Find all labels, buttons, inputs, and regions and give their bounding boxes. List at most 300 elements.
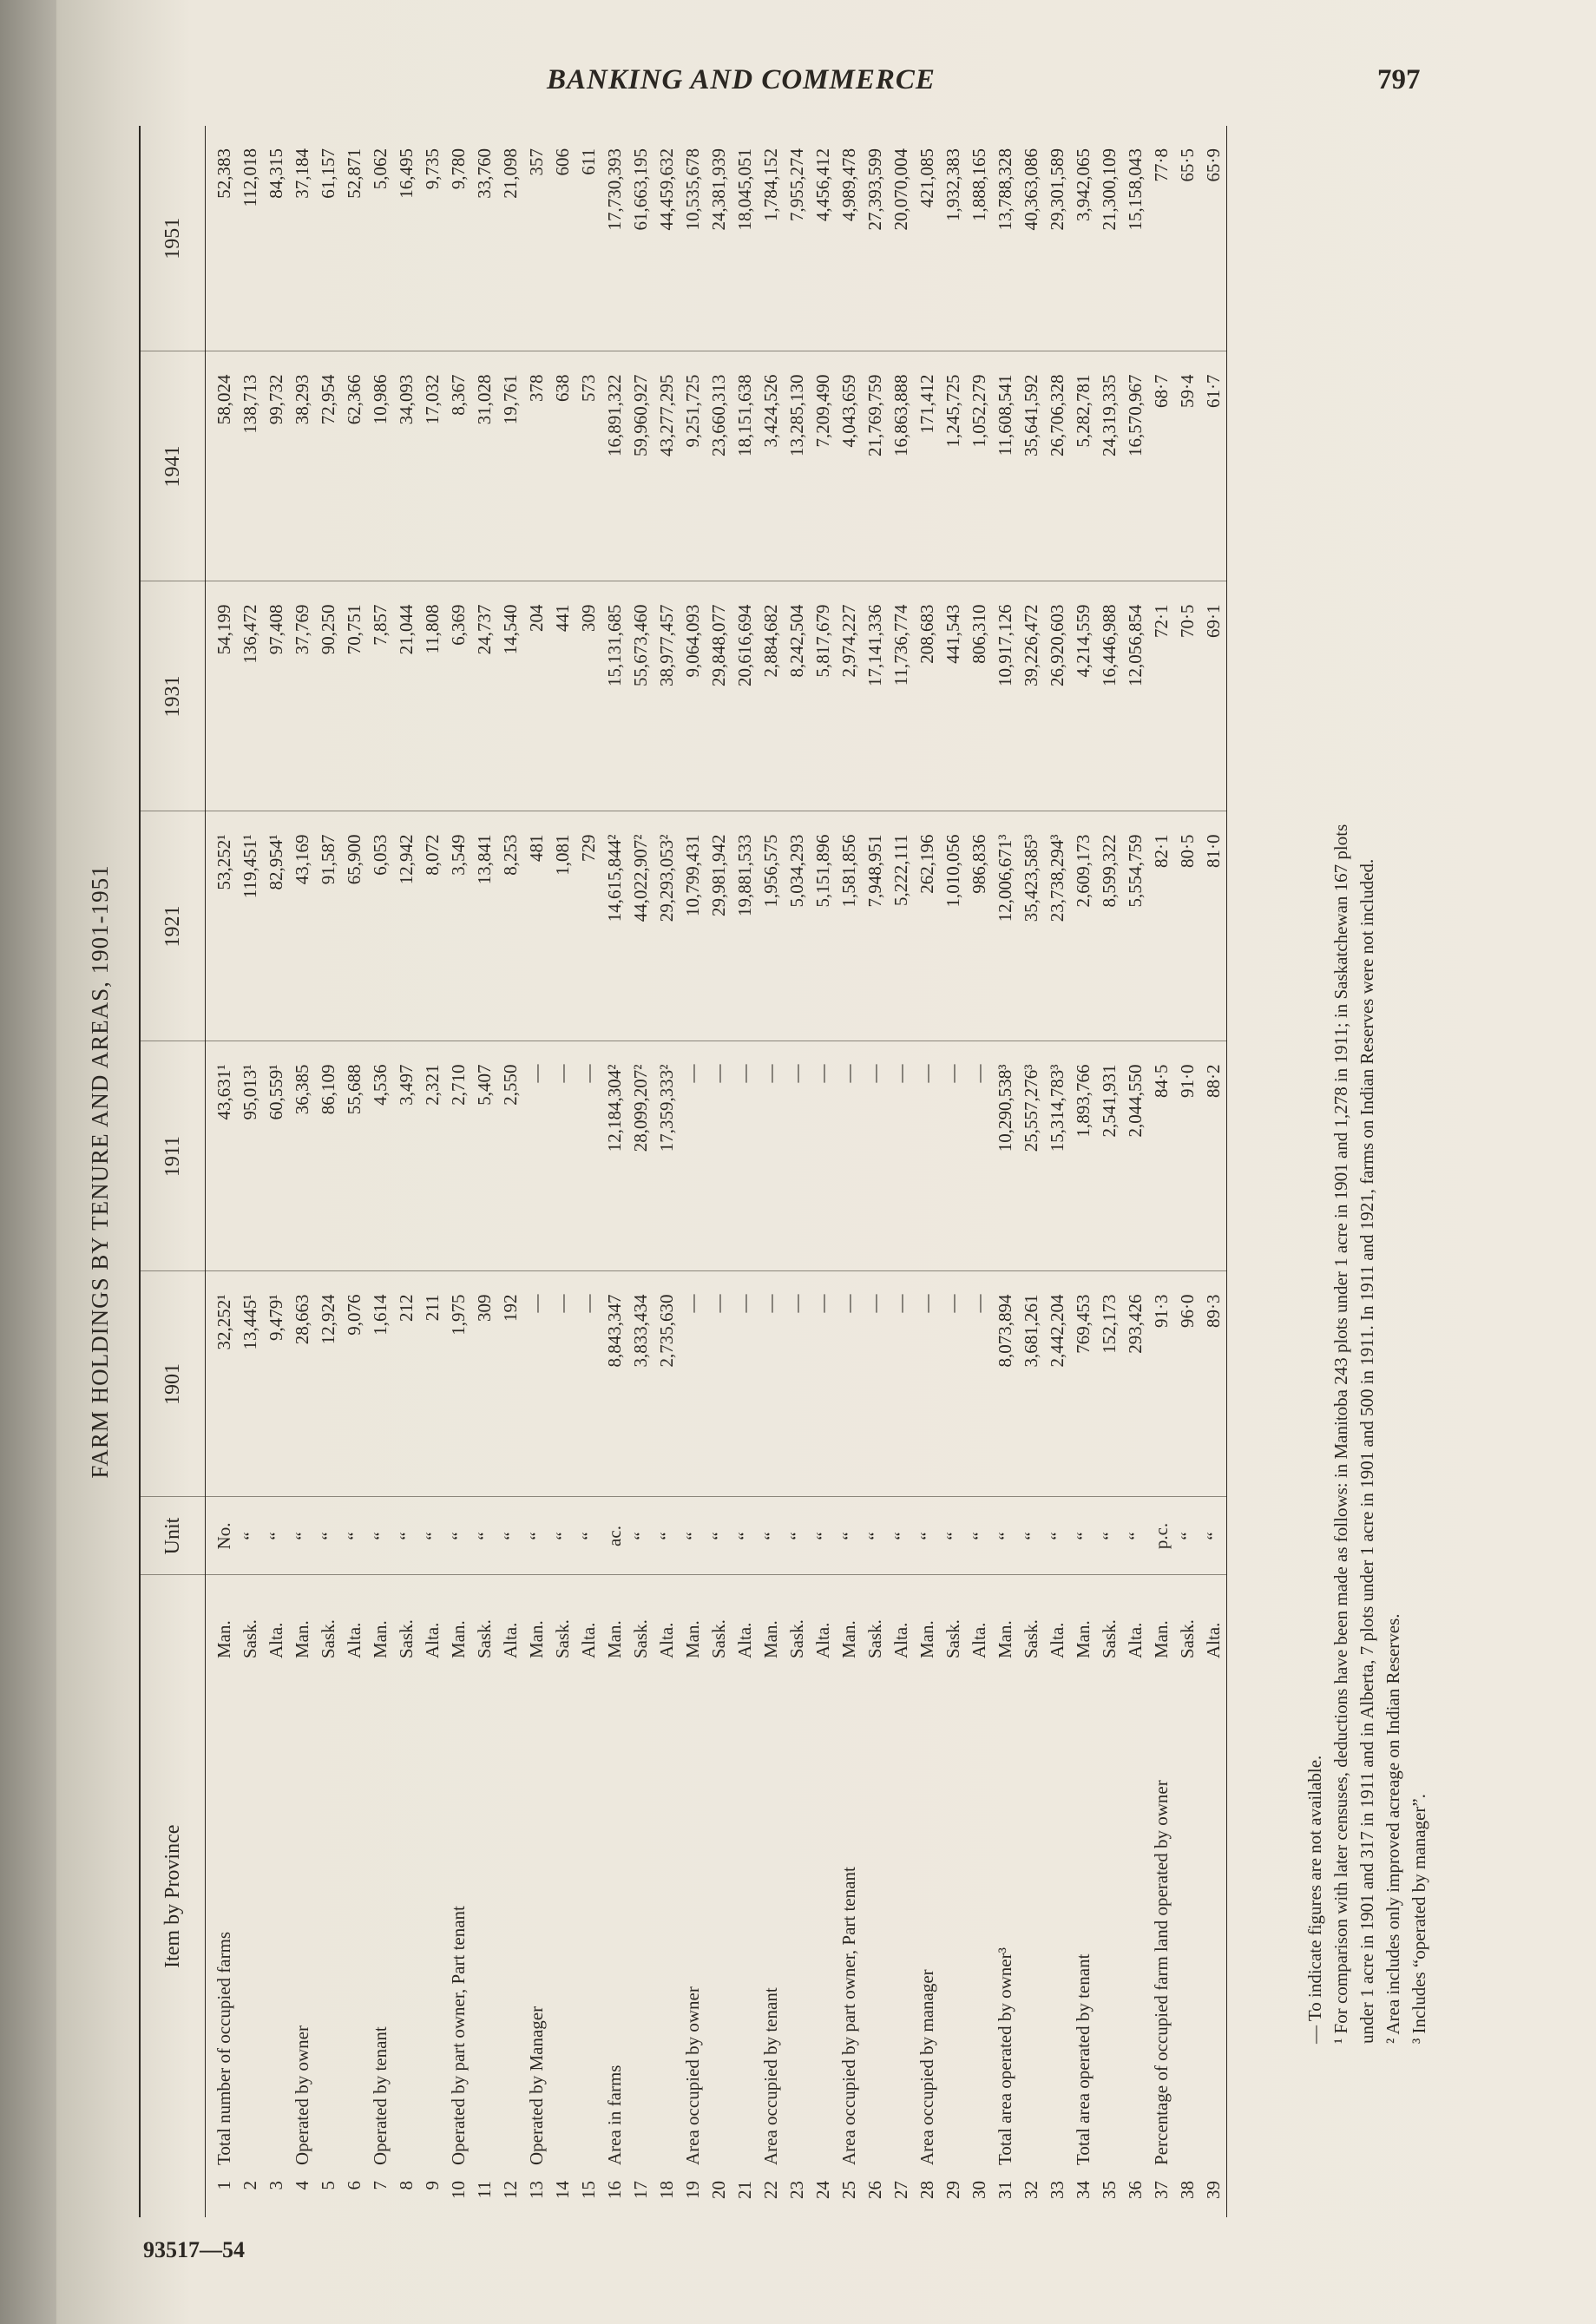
unit: “ [1018, 1497, 1044, 1575]
province: Man. [604, 1620, 625, 1658]
value-cell: 769,453 [1070, 1271, 1096, 1497]
value-cell: 10,535,678 [680, 126, 706, 351]
value-cell: 2,321 [419, 1041, 445, 1271]
value-cell: 16,570,967 [1122, 351, 1148, 581]
value-cell: 38,293 [289, 351, 315, 581]
table-row [1044, 126, 1070, 2217]
value-cell: 37,184 [289, 126, 315, 351]
value-cell: 16,891,322 [601, 351, 627, 581]
value-cell: 34,093 [393, 351, 419, 581]
value-cell: 9,251,725 [680, 351, 706, 581]
line-number: 24 [812, 2181, 833, 2199]
value-cell: 262,196 [914, 811, 940, 1041]
value-cell: 11,808 [419, 581, 445, 811]
value-cell: 37,769 [289, 581, 315, 811]
value-cell: 54,199 [206, 581, 238, 811]
item-label: Total area operated by tenant [1073, 1953, 1094, 2165]
value-cell: 7,857 [367, 581, 393, 811]
unit: “ [445, 1497, 471, 1575]
value-cell: 293,426 [1122, 1271, 1148, 1497]
value-cell: 13,788,328 [992, 126, 1018, 351]
value-cell: 3,549 [445, 811, 471, 1041]
value-cell: — [732, 1271, 758, 1497]
province: Sask. [240, 1619, 260, 1658]
value-cell: — [549, 1041, 575, 1271]
value-cell: 12,056,854 [1122, 581, 1148, 811]
unit: “ [575, 1497, 601, 1575]
value-cell: 4,989,478 [836, 126, 862, 351]
value-cell: 13,841 [471, 811, 497, 1041]
value-cell: 52,383 [206, 126, 238, 351]
value-cell: 17,032 [419, 351, 445, 581]
value-cell: 62,366 [341, 351, 367, 581]
value-cell: 15,314,783³ [1044, 1041, 1070, 1271]
value-cell: 1,010,056 [940, 811, 966, 1041]
line-number: 25 [838, 2181, 859, 2199]
value-cell: 152,173 [1096, 1271, 1122, 1497]
value-cell: 8,599,322 [1096, 811, 1122, 1041]
province: Man. [995, 1620, 1015, 1658]
value-cell: 19,761 [497, 351, 523, 581]
table-row [419, 126, 445, 2217]
item-label: Area occupied by part owner, Part tenant [838, 1867, 859, 2165]
value-cell: 18,151,638 [732, 351, 758, 581]
value-cell: 32,252¹ [206, 1271, 238, 1497]
value-cell: — [758, 1041, 784, 1271]
value-cell: 986,836 [966, 811, 992, 1041]
header-1911: 1911 [140, 1041, 206, 1271]
value-cell: 55,688 [341, 1041, 367, 1271]
value-cell: 27,393,599 [862, 126, 888, 351]
value-cell: 59,960,927 [627, 351, 654, 581]
unit: “ [706, 1497, 732, 1575]
value-cell: 119,451¹ [237, 811, 263, 1041]
value-cell: — [523, 1271, 549, 1497]
value-cell: — [914, 1271, 940, 1497]
value-cell: 35,641,592 [1018, 351, 1044, 581]
value-cell: 65·5 [1174, 126, 1200, 351]
value-cell: 72·1 [1148, 581, 1174, 811]
line-number: 23 [786, 2181, 807, 2199]
value-cell: 611 [575, 126, 601, 351]
page-number: 797 [1377, 64, 1421, 95]
table-row [1174, 126, 1200, 2217]
item-label: Area occupied by manager [916, 1969, 937, 2165]
value-cell: 3,424,526 [758, 351, 784, 581]
value-cell: 8,073,894 [992, 1271, 1018, 1497]
province: Man. [838, 1620, 859, 1658]
table-row [367, 126, 393, 2217]
line-number: 3 [266, 2181, 286, 2190]
unit: “ [1200, 1497, 1227, 1575]
table-row [992, 126, 1018, 2217]
value-cell: 192 [497, 1271, 523, 1497]
line-number: 10 [448, 2181, 469, 2199]
value-cell: 91·0 [1174, 1041, 1200, 1271]
value-cell: 2,974,227 [836, 581, 862, 811]
table-row [601, 126, 627, 2217]
value-cell: 24,381,939 [706, 126, 732, 351]
item-label [1174, 1662, 1200, 2174]
value-cell: 70,751 [341, 581, 367, 811]
value-cell: 17,359,333² [654, 1041, 680, 1271]
value-cell: 21,044 [393, 581, 419, 811]
unit: “ [888, 1497, 914, 1575]
item-label [575, 1662, 601, 2174]
value-cell: 31,028 [471, 351, 497, 581]
unit: “ [523, 1497, 549, 1575]
value-cell: 5,282,781 [1070, 351, 1096, 581]
value-cell: 81·0 [1200, 811, 1227, 1041]
table-row [341, 126, 367, 2217]
value-cell: 18,045,051 [732, 126, 758, 351]
item-label [966, 1662, 992, 2174]
value-cell: 80·5 [1174, 811, 1200, 1041]
table-row [497, 126, 523, 2217]
table-row [1070, 126, 1096, 2217]
header-unit: Unit [140, 1497, 206, 1575]
header-1941: 1941 [140, 351, 206, 581]
value-cell: 60,559¹ [263, 1041, 289, 1271]
line-number: 16 [604, 2181, 625, 2199]
value-cell: 4,456,412 [810, 126, 836, 351]
value-cell: 6,053 [367, 811, 393, 1041]
value-cell: 69·1 [1200, 581, 1227, 811]
value-cell: 72,954 [315, 351, 341, 581]
table-row [1200, 126, 1227, 2217]
unit: “ [810, 1497, 836, 1575]
line-number: 39 [1200, 2174, 1227, 2217]
value-cell: 16,495 [393, 126, 419, 351]
value-cell: — [940, 1041, 966, 1271]
item-label [341, 1662, 367, 2174]
value-cell: 9,064,093 [680, 581, 706, 811]
line-number: 30 [969, 2181, 989, 2199]
value-cell: 82·1 [1148, 811, 1174, 1041]
value-cell: 16,863,888 [888, 351, 914, 581]
line-number: 33 [1047, 2181, 1067, 2199]
province: Man. [448, 1620, 469, 1658]
value-cell: 15,158,043 [1122, 126, 1148, 351]
unit: “ [393, 1497, 419, 1575]
line-number: 2 [240, 2181, 260, 2190]
table-row [1148, 126, 1174, 2217]
value-cell: — [810, 1271, 836, 1497]
province: Sask. [1177, 1619, 1198, 1658]
value-cell: 97,408 [263, 581, 289, 811]
unit: “ [680, 1497, 706, 1575]
value-cell: 3,942,065 [1070, 126, 1096, 351]
unit: “ [367, 1497, 393, 1575]
value-cell: 8,242,504 [784, 581, 810, 811]
province: Alta. [1200, 1575, 1227, 1662]
value-cell: 2,884,682 [758, 581, 784, 811]
value-cell: 7,209,490 [810, 351, 836, 581]
value-cell: 171,412 [914, 351, 940, 581]
unit: “ [784, 1497, 810, 1575]
item-label [810, 1662, 836, 2174]
line-number: 22 [760, 2181, 781, 2199]
value-cell: 44,022,907² [627, 811, 654, 1041]
value-cell: 138,713 [237, 351, 263, 581]
value-cell: 3,833,434 [627, 1271, 654, 1497]
table-row [289, 126, 315, 2217]
value-cell: 5,817,679 [810, 581, 836, 811]
value-cell: — [810, 1041, 836, 1271]
line-number: 8 [396, 2181, 417, 2190]
province: Sask. [474, 1619, 495, 1658]
value-cell: — [914, 1041, 940, 1271]
table-row [263, 126, 289, 2217]
value-cell: 441,543 [940, 581, 966, 811]
value-cell: 55,673,460 [627, 581, 654, 811]
value-cell: 2,044,550 [1122, 1041, 1148, 1271]
unit: “ [940, 1497, 966, 1575]
value-cell: 1,893,766 [1070, 1041, 1096, 1271]
value-cell: 39,226,472 [1018, 581, 1044, 811]
item-label: Operated by part owner, Part tenant [448, 1906, 469, 2165]
farm-holdings-table [139, 126, 1227, 2217]
table-row [315, 126, 341, 2217]
value-cell: 86,109 [315, 1041, 341, 1271]
unit: No. [206, 1497, 238, 1575]
value-cell: 59·4 [1174, 351, 1200, 581]
value-cell: 6,369 [445, 581, 471, 811]
line-number: 21 [734, 2181, 755, 2199]
line-number: 35 [1099, 2181, 1120, 2199]
province: Alta. [969, 1622, 989, 1658]
value-cell: 729 [575, 811, 601, 1041]
value-cell: 19,881,533 [732, 811, 758, 1041]
value-cell: 13,445¹ [237, 1271, 263, 1497]
value-cell: 77·8 [1148, 126, 1174, 351]
value-cell: 5,151,896 [810, 811, 836, 1041]
value-cell: 33,760 [471, 126, 497, 351]
value-cell: — [966, 1271, 992, 1497]
value-cell: 20,616,694 [732, 581, 758, 811]
value-cell: 7,948,951 [862, 811, 888, 1041]
unit: “ [549, 1497, 575, 1575]
unit: “ [471, 1497, 497, 1575]
header-1931: 1931 [140, 581, 206, 811]
province: Man. [213, 1620, 234, 1658]
unit: “ [654, 1497, 680, 1575]
line-number: 26 [864, 2181, 885, 2199]
binding-shadow [0, 0, 56, 2324]
unit: “ [732, 1497, 758, 1575]
table-row [940, 126, 966, 2217]
value-cell: 9,735 [419, 126, 445, 351]
value-cell: 21,098 [497, 126, 523, 351]
value-cell: — [940, 1271, 966, 1497]
unit: “ [341, 1497, 367, 1575]
value-cell: 2,735,630 [654, 1271, 680, 1497]
value-cell: 211 [419, 1271, 445, 1497]
value-cell: 421,085 [914, 126, 940, 351]
value-cell: — [836, 1041, 862, 1271]
value-cell: — [549, 1271, 575, 1497]
table-row [237, 126, 263, 2217]
value-cell: 1,052,279 [966, 351, 992, 581]
table-row [393, 126, 419, 2217]
table-row [706, 126, 732, 2217]
footnote: — To indicate figures are not available. [1304, 1755, 1325, 2044]
value-cell: 91,587 [315, 811, 341, 1041]
value-cell: 309 [471, 1271, 497, 1497]
value-cell: 24,319,335 [1096, 351, 1122, 581]
province: Sask. [396, 1619, 417, 1658]
province: Sask. [630, 1619, 651, 1658]
value-cell: 9,076 [341, 1271, 367, 1497]
value-cell: 11,608,541 [992, 351, 1018, 581]
province: Alta. [578, 1622, 599, 1658]
value-cell: 11,736,774 [888, 581, 914, 811]
value-cell: 28,099,207² [627, 1041, 654, 1271]
unit: “ [237, 1497, 263, 1575]
value-cell: 5,034,293 [784, 811, 810, 1041]
value-cell: 1,932,383 [940, 126, 966, 351]
value-cell: 5,222,111 [888, 811, 914, 1041]
value-cell: 357 [523, 126, 549, 351]
item-label [627, 1662, 654, 2174]
line-number: 34 [1073, 2181, 1094, 2199]
table-row [758, 126, 784, 2217]
province: Alta. [344, 1622, 365, 1658]
province: Sask. [708, 1619, 729, 1658]
item-label [1044, 1662, 1070, 2174]
table-row [575, 126, 601, 2217]
value-cell: 1,784,152 [758, 126, 784, 351]
item-label [862, 1662, 888, 2174]
value-cell: 5,062 [367, 126, 393, 351]
value-cell: 20,070,004 [888, 126, 914, 351]
value-cell: 21,769,759 [862, 351, 888, 581]
value-cell: 13,285,130 [784, 351, 810, 581]
value-cell: 10,917,126 [992, 581, 1018, 811]
table-title: FARM HOLDINGS BY TENURE AND AREAS, 1901-1951 [87, 864, 113, 1479]
value-cell: 2,541,931 [1096, 1041, 1122, 1271]
value-cell: 21,300,109 [1096, 126, 1122, 351]
unit: “ [1070, 1497, 1096, 1575]
value-cell: 481 [523, 811, 549, 1041]
line-number: 36 [1125, 2181, 1146, 2199]
province: Sask. [318, 1619, 338, 1658]
table-row [206, 126, 238, 2217]
value-cell: 14,540 [497, 581, 523, 811]
province: Alta. [734, 1622, 755, 1658]
value-cell: 84·5 [1148, 1041, 1174, 1271]
footnote: ¹ For comparison with later censuses, deductions have been made as follows: in Manitoba 243 plots under 1 acre in 1901 and 1,278 in 1911; in Saskatchewan 167 plots [1330, 824, 1351, 2044]
value-cell: 65·9 [1200, 126, 1227, 351]
value-cell: 8,253 [497, 811, 523, 1041]
unit: “ [627, 1497, 654, 1575]
unit: “ [419, 1497, 445, 1575]
value-cell: 5,407 [471, 1041, 497, 1271]
line-number: 5 [318, 2181, 338, 2190]
running-head [0, 64, 1596, 108]
value-cell: 65,900 [341, 811, 367, 1041]
table-row [862, 126, 888, 2217]
item-label: Operated by Manager [526, 2006, 547, 2165]
value-cell: 96·0 [1174, 1271, 1200, 1497]
table-header-row [140, 126, 206, 2217]
value-cell: 29,981,942 [706, 811, 732, 1041]
line-number: 28 [916, 2181, 937, 2199]
value-cell: — [836, 1271, 862, 1497]
table-row [523, 126, 549, 2217]
value-cell: 1,614 [367, 1271, 393, 1497]
item-label [1200, 1662, 1227, 2174]
footnote: ³ Includes “operated by manager”. [1409, 1794, 1429, 2044]
value-cell: 12,006,671³ [992, 811, 1018, 1041]
value-cell: 10,290,538³ [992, 1041, 1018, 1271]
value-cell: — [706, 1041, 732, 1271]
value-cell: 573 [575, 351, 601, 581]
line-number: 12 [500, 2181, 521, 2199]
value-cell: 112,018 [237, 126, 263, 351]
value-cell: 2,609,173 [1070, 811, 1096, 1041]
value-cell: 12,924 [315, 1271, 341, 1497]
value-cell: — [888, 1041, 914, 1271]
table-row [810, 126, 836, 2217]
value-cell: — [966, 1041, 992, 1271]
line-number: 37 [1151, 2181, 1172, 2199]
province: Alta. [890, 1622, 911, 1658]
unit: “ [497, 1497, 523, 1575]
value-cell: 1,581,856 [836, 811, 862, 1041]
value-cell: 9,780 [445, 126, 471, 351]
province: Man. [1151, 1620, 1172, 1658]
value-cell: 84,315 [263, 126, 289, 351]
value-cell: 89·3 [1200, 1271, 1227, 1497]
header-1921: 1921 [140, 811, 206, 1041]
unit: “ [1044, 1497, 1070, 1575]
line-number: 31 [995, 2181, 1015, 2199]
province: Sask. [1099, 1619, 1120, 1658]
value-cell: 2,710 [445, 1041, 471, 1271]
value-cell: 3,681,261 [1018, 1271, 1044, 1497]
value-cell: — [575, 1271, 601, 1497]
value-cell: 806,310 [966, 581, 992, 811]
value-cell: 28,663 [289, 1271, 315, 1497]
unit: “ [1174, 1497, 1200, 1575]
value-cell: — [784, 1041, 810, 1271]
value-cell: 23,660,313 [706, 351, 732, 581]
province: Man. [916, 1620, 937, 1658]
value-cell: 17,730,393 [601, 126, 627, 351]
province: Alta. [812, 1622, 833, 1658]
value-cell: 35,423,585³ [1018, 811, 1044, 1041]
table-row [1018, 126, 1044, 2217]
value-cell: 91·3 [1148, 1271, 1174, 1497]
value-cell: 26,920,603 [1044, 581, 1070, 811]
line-number: 19 [682, 2181, 703, 2199]
value-cell: 204 [523, 581, 549, 811]
value-cell: 208,683 [914, 581, 940, 811]
value-cell: 61,663,195 [627, 126, 654, 351]
province: Man. [1073, 1620, 1094, 1658]
value-cell: 38,977,457 [654, 581, 680, 811]
value-cell: 1,245,725 [940, 351, 966, 581]
footer-code: 93517—54 [143, 2237, 245, 2262]
header-item-by-province: Item by Province [140, 1575, 206, 2217]
line-number: 20 [708, 2181, 729, 2199]
item-label [732, 1662, 758, 2174]
table-row [1122, 126, 1148, 2217]
province: Sask. [864, 1619, 885, 1658]
item-label [888, 1662, 914, 2174]
value-cell: 4,043,659 [836, 351, 862, 581]
